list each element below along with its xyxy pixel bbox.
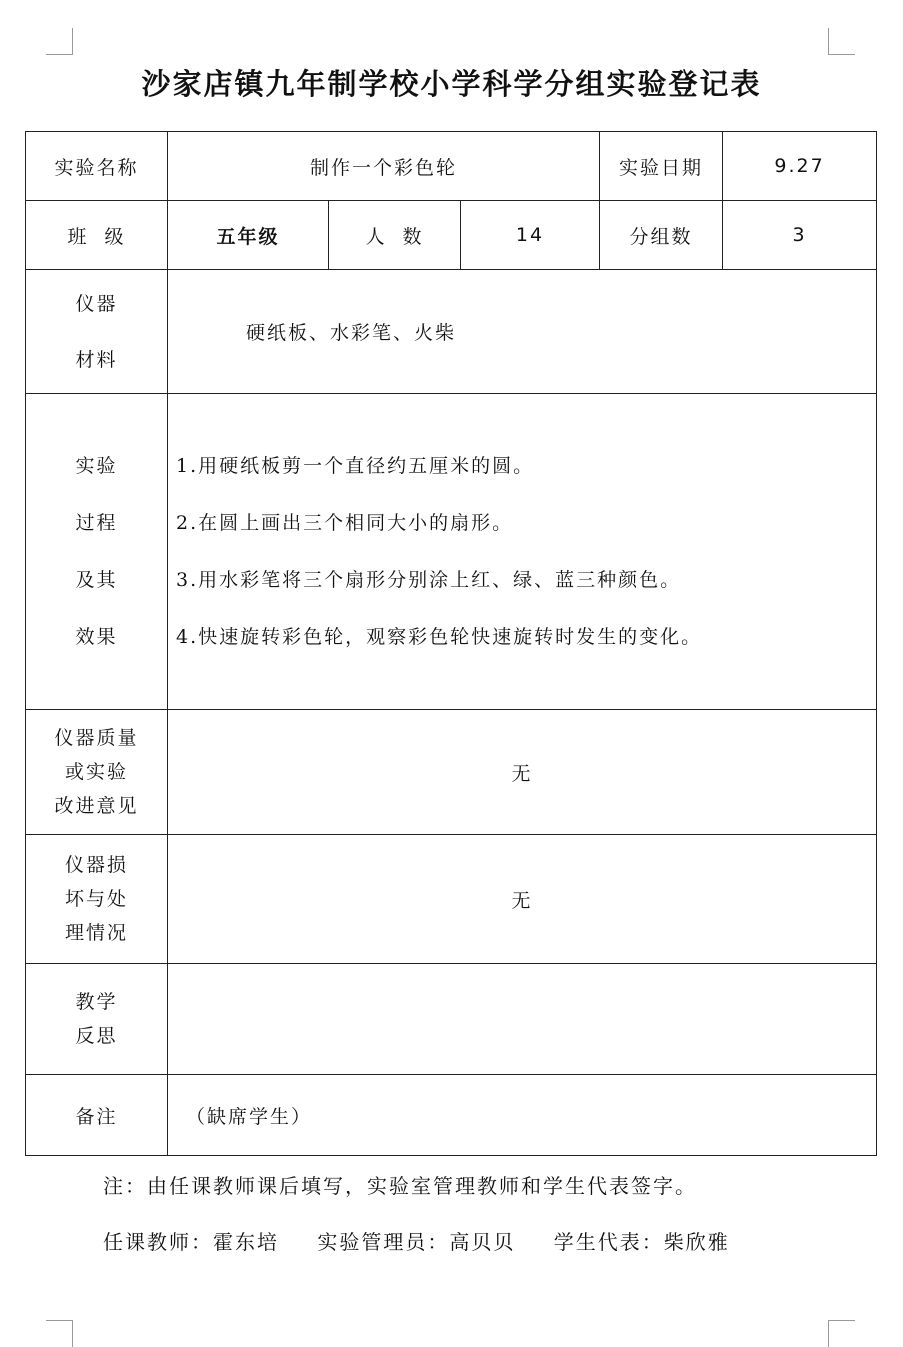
materials-label-line1: 仪器 — [75, 292, 118, 315]
crop-mark-top-left — [46, 28, 73, 55]
crop-mark-bottom-right — [828, 1320, 855, 1347]
process-step: 4.快速旋转彩色轮，观察彩色轮快速旋转时发生的变化。 — [176, 625, 703, 648]
process-label-line: 及其 — [75, 568, 118, 591]
group-count-value: 3 — [723, 201, 877, 270]
damage-value: 无 — [168, 835, 877, 964]
materials-label-line2: 材料 — [75, 348, 118, 371]
crop-mark-bottom-left — [46, 1320, 73, 1347]
teacher-signature: 任课教师：霍东培 — [103, 1230, 279, 1254]
remarks-label: 备注 — [26, 1075, 168, 1156]
process-label-line: 效果 — [75, 625, 118, 648]
reflection-label — [26, 964, 168, 1075]
materials-label — [26, 270, 168, 394]
damage-label-line: 理情况 — [64, 922, 128, 944]
row-process — [26, 394, 877, 710]
process-step: 3.用水彩笔将三个扇形分别涂上红、绿、蓝三种颜色。 — [176, 568, 682, 591]
class-label: 班 级 — [26, 201, 168, 270]
process-label-line: 实验 — [75, 454, 118, 477]
damage-label-line: 坏与处 — [64, 888, 128, 910]
row-damage — [26, 835, 877, 964]
crop-mark-top-right — [828, 28, 855, 55]
process-step: 2.在圆上画出三个相同大小的扇形。 — [176, 511, 514, 534]
experiment-date-value: 9.27 — [723, 132, 877, 201]
reflection-label-line: 教学 — [75, 991, 118, 1013]
quality-label-line: 仪器质量 — [54, 727, 139, 749]
quality-value: 无 — [168, 710, 877, 835]
row-experiment-name — [26, 132, 877, 201]
experiment-form-table — [25, 131, 877, 1156]
row-reflection — [26, 964, 877, 1075]
reflection-value — [168, 964, 877, 1075]
student-rep-signature: 学生代表：柴欣雅 — [553, 1230, 730, 1254]
experiment-name-label: 实验名称 — [26, 132, 168, 201]
row-class-info — [26, 201, 877, 270]
row-remarks — [26, 1075, 877, 1156]
process-label — [26, 394, 168, 710]
quality-label-line: 改进意见 — [54, 795, 139, 817]
experiment-name-value: 制作一个彩色轮 — [168, 132, 600, 201]
materials-value: 硬纸板、水彩笔、火柴 — [168, 270, 877, 394]
class-value: 五年级 — [168, 201, 329, 270]
student-count-label: 人 数 — [329, 201, 461, 270]
lab-admin-signature: 实验管理员：高贝贝 — [317, 1230, 516, 1254]
remarks-value: （缺席学生） — [168, 1075, 877, 1156]
reflection-label-line: 反思 — [75, 1025, 118, 1047]
process-step: 1.用硬纸板剪一个直径约五厘米的圆。 — [176, 454, 535, 477]
process-label-line: 过程 — [75, 511, 118, 534]
experiment-date-label: 实验日期 — [600, 132, 723, 201]
quality-label-line: 或实验 — [64, 761, 128, 783]
damage-label — [26, 835, 168, 964]
group-count-label: 分组数 — [600, 201, 723, 270]
damage-label-line: 仪器损 — [64, 854, 128, 876]
quality-label — [26, 710, 168, 835]
footer-note: 注：由任课教师课后填写，实验室管理教师和学生代表签字。 — [103, 1174, 697, 1198]
process-steps — [168, 394, 877, 710]
page-title: 沙家店镇九年制学校小学科学分组实验登记表 — [141, 67, 762, 101]
row-quality — [26, 710, 877, 835]
row-materials — [26, 270, 877, 394]
signature-line — [103, 1226, 760, 1255]
student-count-value: 14 — [461, 201, 600, 270]
